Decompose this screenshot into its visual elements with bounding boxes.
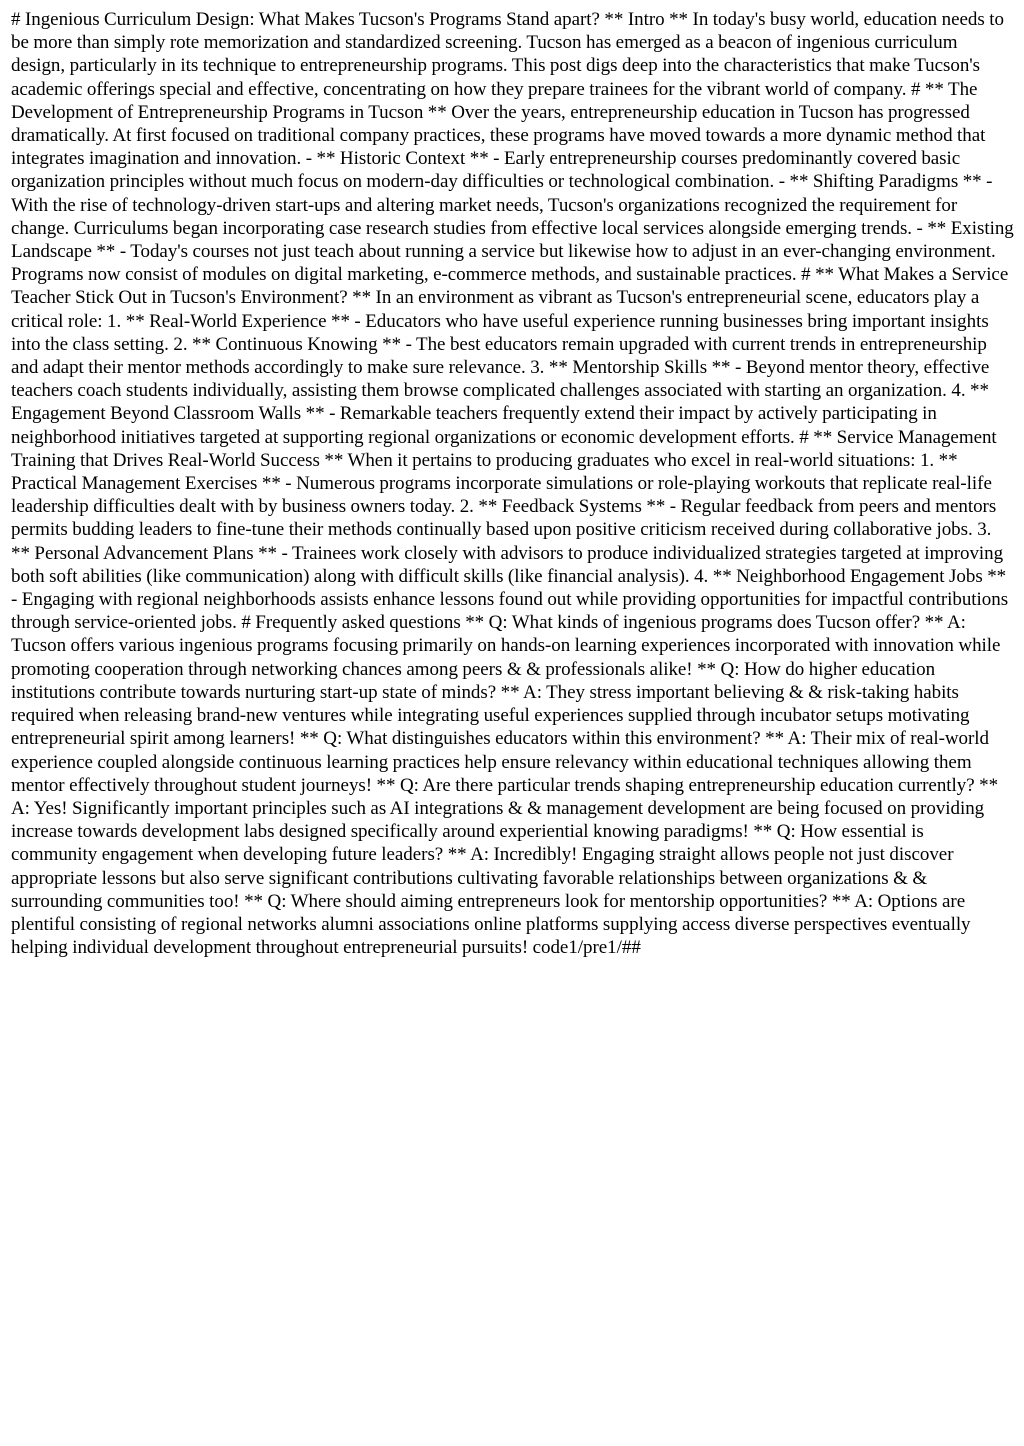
article-body-text: # Ingenious Curriculum Design: What Makes Tucson's Programs Stand apart? ** Intro ** In today's busy world, education needs to be more than simply rote memorization and standardized screening. Tucson has emerged as a beacon of ingenious curriculum design, particularly in its technique to entrepreneurship programs. This post digs deep into the characteristics that make Tucson's academic offerings special and effective, concentrating on how they prepare trainees for the vibrant world of company. # ** The Development of Entrepreneurship Programs in Tucson ** Over the years, entrepreneurship education in Tucson has progressed dramatically. At first focused on traditional company practices, these programs have moved towards a more dynamic method that integrates imagination and innovation. - ** Historic Context ** - Early entrepreneurship courses predominantly covered basic organization principles without much focus on modern-day difficulties or technological combination. - ** Shifting Paradigms ** - With the rise of technology-driven start-ups and altering market needs, Tucson's organizations recognized the requirement for change. Curriculums began incorporating case research studies from effective local services alongside emerging trends. - ** Existing Landscape ** - Today's courses not just teach about running a service but likewise how to adjust in an ever-changing environment. Programs now consist of modules on digital marketing, e-commerce methods, and sustainable practices. # ** What Makes a Service Teacher Stick Out in Tucson's Environment? ** In an environment as vibrant as Tucson's entrepreneurial scene, educators play a critical role: 1. ** Real-World Experience ** - Educators who have useful experience running businesses bring important insights into the class setting. 2. ** Continuous Knowing ** - The best educators remain upgraded with current trends in entrepreneurship and adapt their mentor methods accordingly to make sure relevance. 3. ** Mentorship Skills ** - Beyond mentor theory, effective teachers coach students individually, assisting them browse complicated challenges associated with starting an organization. 4. ** Engagement Beyond Classroom Walls ** - Remarkable teachers frequently extend their impact by actively participating in neighborhood initiatives targeted at supporting regional organizations or economic development efforts. # ** Service Management Training that Drives Real-World Success ** When it pertains to producing graduates who excel in real-world situations: 1. ** Practical Management Exercises ** - Numerous programs incorporate simulations or role-playing workouts that replicate real-life leadership difficulties dealt with by business owners today. 2. ** Feedback Systems ** - Regular feedback from peers and mentors permits budding leaders to fine-tune their methods continually based upon positive criticism received during collaborative jobs. 3. ** Personal Advancement Plans ** - Trainees work closely with advisors to produce individualized strategies targeted at improving both soft abilities (like communication) along with difficult skills (like financial analysis). 4. ** Neighborhood Engagement Jobs ** - Engaging with regional neighborhoods assists enhance lessons found out while providing opportunities for impactful contributions through service-oriented jobs. # Frequently asked questions ** Q: What kinds of ingenious programs does Tucson offer? ** A: Tucson offers various ingenious programs focusing primarily on hands-on learning experiences incorporated with innovation while promoting cooperation through networking chances among peers & & professionals alike! ** Q: How do higher education institutions contribute towards nurturing start-up state of minds? ** A: They stress important believing & & risk-taking habits required when releasing brand-new ventures while integrating useful experiences supplied through incubator setups motivating entrepreneurial spirit among learners! ** Q: What distinguishes educators within this environment? ** A: Their mix of real-world experience coupled alongside continuous learning practices help ensure relevancy within educational techniques allowing them mentor effectively throughout student journeys! ** Q: Are there particular trends shaping entrepreneurship education currently? ** A: Yes! Significantly important principles such as AI integrations & & management development are being focused on providing increase towards development labs designed specifically around experiential knowing paradigms! ** Q: How essential is community engagement when developing future leaders? ** A: Incredibly! Engaging straight allows people not just discover appropriate lessons but also serve significant contributions cultivating favorable relationships between organizations & & surrounding communities too! ** Q: Where should aiming entrepreneurs look for mentorship opportunities? ** A: Options are plentiful consisting of regional networks alumni associations online platforms supplying access diverse perspectives eventually helping individual development throughout entrepreneurial pursuits! code1/pre1/## <box>11 9 1014 959</box>
